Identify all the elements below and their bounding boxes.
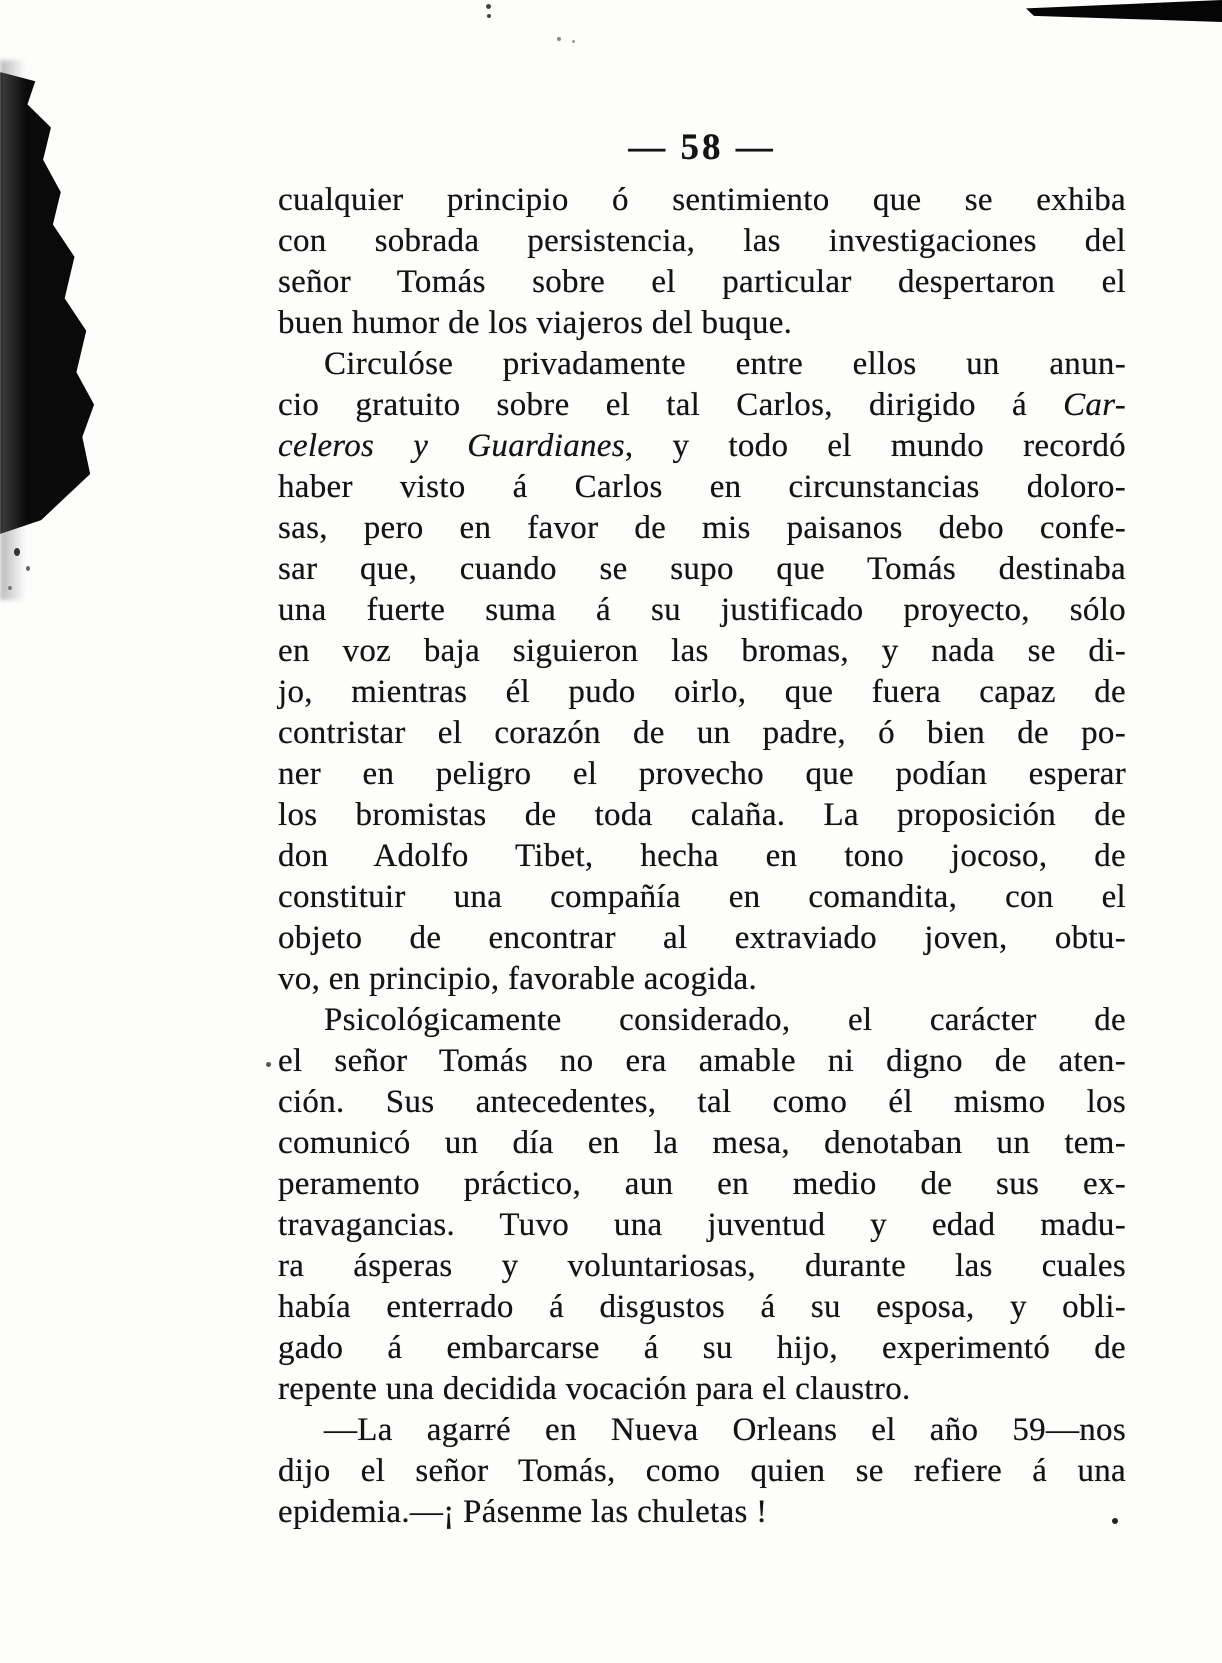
text-segment: señor Tomás sobre el particular despertaron el bbox=[278, 264, 1126, 300]
text-segment: haber visto á Carlos en circunstancias doloro- bbox=[278, 469, 1126, 505]
italic-text-segment: Car- bbox=[1063, 387, 1126, 423]
text-line bbox=[278, 344, 1126, 385]
text-line bbox=[278, 1041, 1126, 1082]
text-segment: cualquier principio ó sentimiento que se exhiba bbox=[278, 182, 1126, 218]
text-segment: vo, en principio, favorable acogida. bbox=[278, 961, 758, 997]
text-line bbox=[278, 713, 1126, 754]
text-segment: repente una decidida vocación para el claustro. bbox=[278, 1371, 911, 1407]
scan-speck bbox=[487, 14, 491, 18]
text-line bbox=[278, 180, 1126, 221]
text-segment: comunicó un día en la mesa, denotaban un tem- bbox=[278, 1125, 1126, 1161]
text-segment: —La agarré en Nueva Orleans el año 59—nos bbox=[324, 1412, 1126, 1448]
scan-speck bbox=[266, 1062, 271, 1067]
text-line bbox=[278, 836, 1126, 877]
scan-speck bbox=[14, 548, 20, 556]
page-number: — 58 — bbox=[628, 127, 776, 168]
text-segment: Psicológicamente considerado, el carácter de bbox=[324, 1002, 1126, 1038]
text-segment: ra ásperas y voluntariosas, durante las cuales bbox=[278, 1248, 1126, 1284]
text-segment: buen humor de los viajeros del buque. bbox=[278, 305, 793, 341]
text-segment: peramento práctico, aun en medio de sus ex- bbox=[278, 1166, 1126, 1202]
text-line bbox=[278, 467, 1126, 508]
text-segment: ner en peligro el provecho que podían esperar bbox=[278, 756, 1126, 792]
text-line bbox=[278, 1451, 1126, 1492]
text-segment: epidemia.—¡ Pásenme las chuletas ! bbox=[278, 1494, 768, 1530]
text-segment: en voz baja siguieron las bromas, y nada se di- bbox=[278, 633, 1126, 669]
text-line bbox=[278, 1082, 1126, 1123]
text-line bbox=[278, 672, 1126, 713]
text-segment: , y todo el mundo recordó bbox=[624, 428, 1126, 464]
text-line bbox=[278, 795, 1126, 836]
paragraph bbox=[278, 1410, 1126, 1533]
text-line bbox=[278, 959, 1126, 1000]
scan-artifact-top-right bbox=[1026, 0, 1222, 22]
text-segment: los bromistas de toda calaña. La proposición de bbox=[278, 797, 1126, 833]
text-segment: ción. Sus antecedentes, tal como él mismo los bbox=[278, 1084, 1126, 1120]
text-line bbox=[278, 508, 1126, 549]
text-line bbox=[278, 1246, 1126, 1287]
text-segment: con sobrada persistencia, las investigaciones del bbox=[278, 223, 1126, 259]
scan-speck bbox=[26, 566, 30, 571]
text-line bbox=[278, 1328, 1126, 1369]
body-text bbox=[278, 180, 1126, 1533]
text-line bbox=[278, 221, 1126, 262]
scan-speck bbox=[557, 37, 561, 41]
text-segment: sar que, cuando se supo que Tomás destinaba bbox=[278, 551, 1126, 587]
scan-speck bbox=[486, 4, 491, 9]
text-line bbox=[278, 1205, 1126, 1246]
text-line bbox=[278, 1164, 1126, 1205]
text-segment: travagancias. Tuvo una juventud y edad madu- bbox=[278, 1207, 1126, 1243]
text-line bbox=[278, 1123, 1126, 1164]
text-line bbox=[278, 303, 1126, 344]
text-line bbox=[278, 754, 1126, 795]
text-segment: contristar el corazón de un padre, ó bien de po- bbox=[278, 715, 1126, 751]
text-segment: había enterrado á disgustos á su esposa, y obli- bbox=[278, 1289, 1126, 1325]
text-segment: cio gratuito sobre el tal Carlos, dirigido á bbox=[278, 387, 1064, 423]
text-line bbox=[278, 1410, 1126, 1451]
paragraph bbox=[278, 1000, 1126, 1410]
text-segment: constituir una compañía en comandita, con el bbox=[278, 879, 1126, 915]
text-line bbox=[278, 631, 1126, 672]
text-segment: una fuerte suma á su justificado proyecto, sólo bbox=[278, 592, 1126, 628]
text-segment: sas, pero en favor de mis paisanos debo confe- bbox=[278, 510, 1126, 546]
text-line bbox=[278, 426, 1126, 467]
text-line bbox=[278, 385, 1126, 426]
text-line bbox=[278, 918, 1126, 959]
text-segment: gado á embarcarse á su hijo, experimentó de bbox=[278, 1330, 1126, 1366]
text-line bbox=[278, 1287, 1126, 1328]
text-segment: Circulóse privadamente entre ellos un anun- bbox=[324, 346, 1126, 382]
text-line bbox=[278, 1000, 1126, 1041]
text-segment: objeto de encontrar al extraviado joven, obtu- bbox=[278, 920, 1126, 956]
italic-text-segment: celeros y Guardianes bbox=[278, 428, 625, 464]
scan-speck bbox=[8, 586, 12, 590]
text-line bbox=[278, 262, 1126, 303]
text-line bbox=[278, 1492, 1126, 1533]
paragraph bbox=[278, 344, 1126, 1000]
text-segment: dijo el señor Tomás, como quien se refiere á una bbox=[278, 1453, 1126, 1489]
scan-speck bbox=[572, 40, 575, 43]
text-segment: jo, mientras él pudo oirlo, que fuera capaz de bbox=[278, 674, 1126, 710]
text-segment: don Adolfo Tibet, hecha en tono jocoso, de bbox=[278, 838, 1126, 874]
text-line bbox=[278, 877, 1126, 918]
paragraph bbox=[278, 180, 1126, 344]
text-line bbox=[278, 549, 1126, 590]
text-line bbox=[278, 590, 1126, 631]
scan-artifact-left-shadow bbox=[0, 60, 26, 600]
text-segment: el señor Tomás no era amable ni digno de aten- bbox=[278, 1043, 1126, 1079]
text-line bbox=[278, 1369, 1126, 1410]
